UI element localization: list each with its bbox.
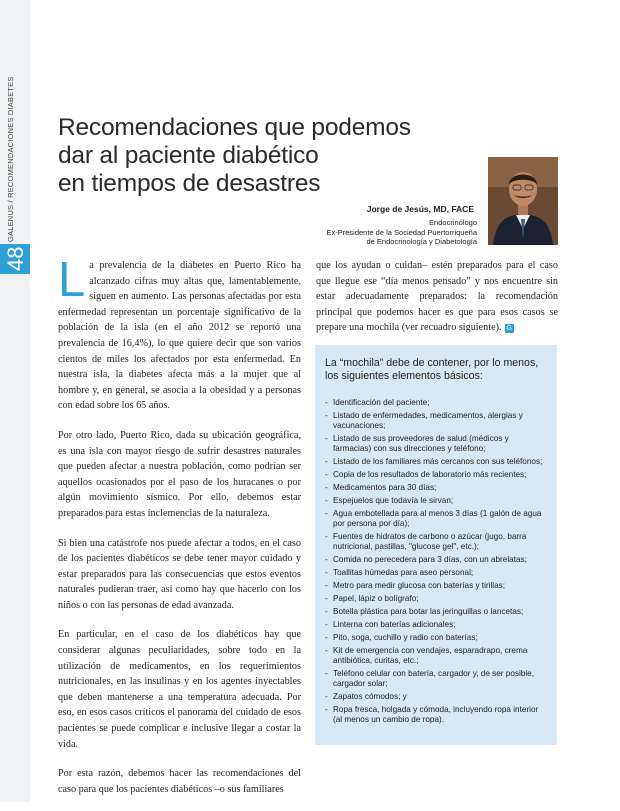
checklist-item: - Espejuelos que todavía le sirvan; (325, 496, 549, 506)
title-line: dar al paciente diabético (58, 142, 319, 169)
article-title (58, 114, 478, 198)
article-paragraph: que los ayudan o cuidan– estén preparados para el caso que llegue ese “día menos pensado” y nos encuentre sin estar adecuadamente preparados: la recomendación principal que podemos hacer es que para esos casos se prepare una mochila (ver recuadro siguiente). G (316, 260, 558, 334)
article-paragraph: En particular, en el caso de los diabéticos hay que considerar algunas peculiaridades, sobre todo en la utilización de medicamentos, en los requerimientos nutricionales, en las insulinas y en los agentes inyectables que deben mantenerse a una temperatura adecuada. Por eso, en esos casos críticos el panorama del cuidado de esos pacientes se puede complicar e inclusive llegar a costar la vida. (58, 629, 301, 750)
checklist-item: - Metro para medir glucosa con baterías y tirillas; (325, 581, 549, 591)
checklist-item: - Comida no perecedera para 3 días, con un abrelatas; (325, 555, 549, 565)
article-paragraph: Por esta razón, debemos hacer las recomendaciones del caso para que los pacientes diabéticos –o sus familiares (58, 768, 301, 795)
checklist-item: - Listado de los familiares más cercanos con sus teléfonos; (325, 457, 549, 467)
end-of-article-mark: G (506, 324, 512, 332)
checklist-item: - Listado de enfermedades, medicamentos, alergias y vacunaciones; (325, 411, 549, 431)
checklist-item: - Toallitas húmedas para aseo personal; (325, 568, 549, 578)
title-line: Recomendaciones que podemos (58, 114, 411, 141)
section-label: GALENUS / RECOMENDACIONES DIABETES (6, 76, 15, 242)
checklist (325, 398, 549, 725)
side-strip (0, 0, 30, 802)
checklist-item: - Medicamentos para 30 días; (325, 483, 549, 493)
checklist-heading: La “mochila” debe de contener, por lo menos, los siguientes elementos básicos: (325, 357, 539, 382)
backpack-checklist-box (315, 345, 557, 745)
checklist-item: - Listado de sus proveedores de salud (médicos y farmacias) con sus direcciones y teléfono; (325, 434, 549, 454)
article-paragraph: Si bien una catástrofe nos puede afectar a todos, en el caso de los pacientes diabéticos se debe tener mayor cuidado y estar preparados para las consecuencias que estos eventos naturales pudieran traer, así como hay que hacerlo con los niños o con las personas de edad avanzada. (58, 537, 301, 611)
checklist-item: - Botella plástica para botar las jeringuillas o lancetas; (325, 607, 549, 617)
checklist-item: - Identificación del paciente; (325, 398, 549, 408)
author-photo (488, 157, 558, 245)
article-paragraph: Por otro lado, Puerto Rico, dada su ubicación geográfica, es una isla con mayor riesgo de sufrir desastres naturales que pueden afectar a nuestra población, como podrían ser aquellos ocasionados por el paso de los huracanes o por algún movimiento sísmico. Por ello, debemos estar preparados para estas inclemencias de la naturaleza. (58, 429, 301, 519)
checklist-item: - Agua embotellada para al menos 3 días (1 galón de agua por persona por día); (325, 509, 549, 529)
checklist-item: - Papel, lápiz o bolígrafo; (325, 594, 549, 604)
author-name: Jorge de Jesús, MD, FACE (366, 204, 474, 214)
checklist-item: - Teléfono celular con batería, cargador y, de ser posible, cargador solar; (325, 669, 549, 689)
author-role-line: Endocrinólogo (429, 218, 477, 227)
checklist-item: - Linterna con baterías adicionales; (325, 620, 549, 630)
page-number: 48 (3, 246, 28, 271)
checklist-item: - Pito, soga, cuchillo y radio con baterías; (325, 633, 549, 643)
author-role-line: de Endocrinología y Diabetología (366, 237, 477, 247)
article-paragraph: La prevalencia de la diabetes en Puerto Rico ha alcanzado cifras muy altas que, lamentablemente, siguen en aumento. Las personas afectadas por esta enfermedad representan un porcentaje significativo de la población de la isla (en el año 2012 se reportó una prevalencia de 16,4%), lo que quiere decir que son varios cientos de miles los afectados por esta enfermedad. En nuestra isla, la diabetes afecta más a la mujer que al hombre y, en general, se asocia a la obesidad y a personas con edad sobre los 65 años. (58, 253, 301, 412)
checklist-item: - Copia de los resultados de laboratorio más recientes; (325, 470, 549, 480)
author-role (326, 218, 477, 247)
checklist-item: - Kit de emergencia con vendajes, esparadrapo, crema antibiótica, curitas, etc.; (325, 646, 549, 666)
checklist-item: - Fuentes de hidratos de carbono o azúcar (jugo, barra nutricional, pastillas, "glucose gel", etc.); (325, 532, 549, 552)
checklist-item: - Zapatos cómodos; y (325, 692, 549, 702)
drop-cap: L (58, 253, 86, 307)
checklist-item: - Ropa fresca, holgada y cómoda, incluyendo ropa interior (al menos un cambio de ropa). (325, 705, 549, 725)
article-column-right (316, 258, 558, 350)
article-column-left (58, 253, 301, 811)
title-line: en tiempos de desastres (58, 170, 321, 197)
author-role-line: Ex-Presidente de la Sociedad Puertorriqueña (326, 227, 477, 237)
